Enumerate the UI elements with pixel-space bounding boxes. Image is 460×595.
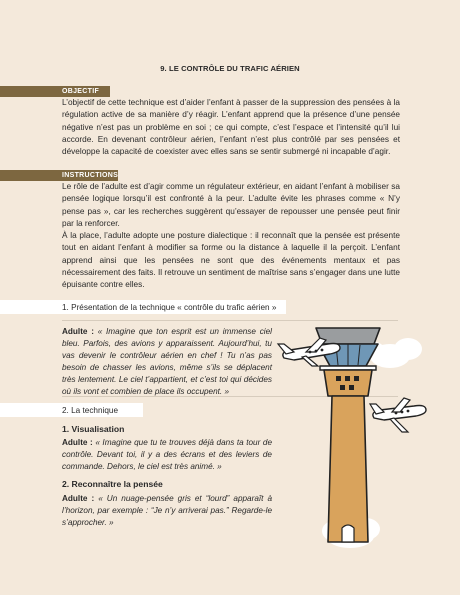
page-title: 9. LE CONTRÔLE DU TRAFIC AÉRIEN [160,64,300,73]
instructions-label: INSTRUCTIONS [62,171,119,179]
step1-heading: 1. Visualisation [62,424,125,434]
section1-heading: 1. Présentation de la technique « contrôle du trafic aérien » [62,302,277,312]
step2-text: « Un nuage-pensée gris et “lourd” apparaît à l’horizon, par exemple : “Je n’y arriverai pas.” Regarde-le s’approcher. » [62,494,272,527]
section2-heading: 2. La technique [62,405,118,415]
section2-heading-bar [0,403,143,417]
step1-text: « Imagine que tu te trouves déjà dans ta tour de contrôle. Devant toi, il y a des écrans et des leviers de commande. Dehors, le ciel est très animé. » [62,438,272,471]
section1-heading-bar [0,300,286,314]
instructions-label-bar [0,170,118,181]
objectif-label: OBJECTIF [62,87,100,95]
section1-quote [62,326,272,398]
section1-lead: Adulte : [62,327,98,336]
section1-text: « Imagine que ton esprit est un immense ciel bleu. Parfois, des avions y apparaissent. Aujourd’hui, tu vas devenir le contrôleur aérien en chef ! Tu n’as pas besoin de chasser les avions, même s’ils se déplacent très lentement. Le ciel t’appartient, et c’est toi qui décides où ils vont et combien de place ils occupent. » [62,327,272,396]
step2-lead: Adulte : [62,494,99,503]
step1-quote [62,437,272,473]
instructions-text [62,181,400,292]
step2-heading: 2. Reconnaître la pensée [62,479,163,489]
objectif-label-bar [0,86,110,97]
instructions-paragraph-2: À la place, l’adulte adopte une posture dialectique : il reconnaît que la pensée est présente tout en aidant l’enfant à modifier sa forme ou la distance à laquelle il la perçoit. L’enfant apprend ainsi que les pensées ne sont que des événements mentaux et pas nécessairement des faits. Il retrouve un sentiment de maîtrise sans s’engager dans une lutte épuisante contre elles. [62,231,400,290]
objectif-paragraph: L’objectif de cette technique est d’aider l’enfant à passer de la suppression des pensées à la régulation active de sa manière d’y réagir. L’enfant apprend que la présence d’une pensée négative n’est pas un problème en soi ; ce qui compte, c’est l’espace et l’intensité qu’il lui accorde. En devenant contrôleur aérien, l’enfant n’est plus contrôlé par ses pensées et développe la capacité de coexister avec elles sans se sentir submergé ni incapable d’agir. [62,98,400,157]
control-tower-icon [270,314,430,564]
instructions-paragraph-1: Le rôle de l’adulte est d’agir comme un régulateur extérieur, en aidant l’enfant à mobiliser sa pensée logique lorsqu’il est confronté à la peur. L’adulte évite les phrases comme « N’y pense pas », car les recherches suggèrent qu’essayer de repousser une pensée peut finir par la renforcer. [62,182,400,228]
step1-lead: Adulte : [62,438,96,447]
objectif-text [62,97,400,158]
step2-quote [62,493,272,529]
airplane-icon [370,398,426,432]
